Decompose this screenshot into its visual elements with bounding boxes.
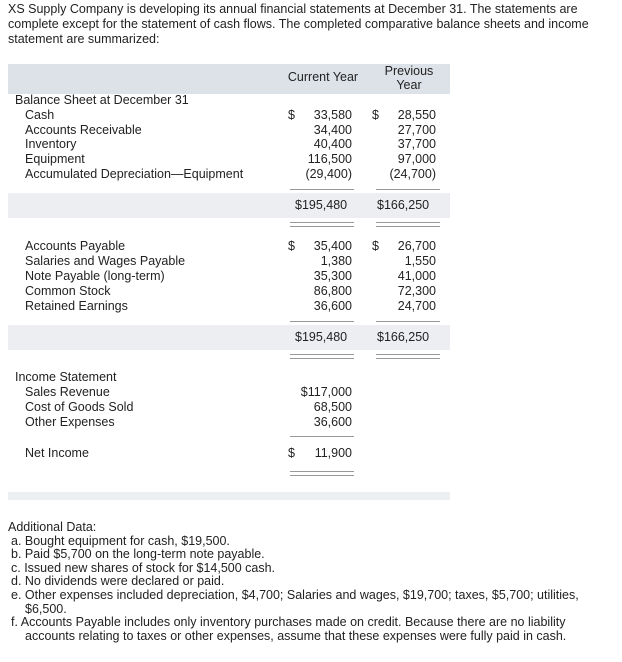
row-label: Accumulated Depreciation—Equipment <box>25 167 244 181</box>
previous-value: 24,700 <box>397 299 436 313</box>
previous-value: 97,000 <box>397 152 436 166</box>
previous-value: 37,700 <box>397 137 436 151</box>
total-liabilities-current: $195,480 <box>295 330 348 344</box>
current-value: $ 35,400 <box>288 239 352 253</box>
income-statement-heading: Income Statement <box>15 370 117 384</box>
row-label: Sales Revenue <box>25 385 110 399</box>
current-value: (29,400) <box>305 167 352 181</box>
double-underline <box>290 354 354 359</box>
row-label: Retained Earnings <box>25 299 128 313</box>
previous-value: 27,700 <box>397 123 436 137</box>
table-row <box>8 254 450 269</box>
table-row <box>8 152 450 167</box>
row-label: Equipment <box>25 152 85 166</box>
additional-data-list <box>8 535 614 644</box>
current-value: $ 33,580 <box>288 108 352 122</box>
total-assets-current: $195,480 <box>295 198 348 212</box>
double-underline <box>376 222 440 227</box>
current-value: 116,500 <box>307 152 352 166</box>
row-label: Common Stock <box>25 284 111 298</box>
list-item: d. No dividends were declared or paid. <box>11 574 225 589</box>
table-row <box>8 137 450 152</box>
row-label: Note Payable (long-term) <box>25 269 165 283</box>
single-underline <box>376 189 440 190</box>
intro-paragraph: XS Supply Company is developing its annual financial statements at December 31. The statements are complete except for the statement of cash flows. The completed comparative balance sheets and income statement are summarized: <box>8 2 589 46</box>
row-label: Cost of Goods Sold <box>25 400 134 414</box>
current-value: 34,400 <box>313 123 352 137</box>
current-value: 40,400 <box>313 137 352 151</box>
additional-data <box>8 521 614 643</box>
total-liabilities-previous: $166,250 <box>377 330 430 344</box>
row-label: Inventory <box>25 137 77 151</box>
current-value: $117,000 <box>300 385 352 399</box>
current-value: 86,800 <box>313 284 352 298</box>
table-row <box>8 167 450 182</box>
column-header-current-year: Current Year <box>287 70 359 84</box>
previous-value: 1,550 <box>404 254 436 268</box>
previous-value: (24,700) <box>389 167 436 181</box>
column-header-previous-year: Previous Year <box>384 64 434 92</box>
single-underline <box>290 436 354 437</box>
list-item: f. Accounts Payable includes only inventory purchases made on credit. Because there are no liability accounts relating to taxes or other expenses, assume that these expenses were fully paid in cash. <box>11 615 567 643</box>
list-item: c. Issued new shares of stock for $14,500 cash. <box>11 560 276 575</box>
table-row <box>8 400 450 415</box>
balance-sheet-heading-row <box>8 93 450 108</box>
current-value: $ 11,900 <box>288 446 352 460</box>
row-label: Salaries and Wages Payable <box>25 254 186 268</box>
row-label: Accounts Payable <box>25 239 126 253</box>
previous-value: 72,300 <box>397 284 436 298</box>
row-label: Cash <box>25 108 55 122</box>
single-underline <box>290 189 354 190</box>
double-underline <box>290 222 354 227</box>
single-underline <box>290 321 354 322</box>
row-label: Other Expenses <box>25 415 115 429</box>
table-row <box>8 415 450 430</box>
list-item: b. Paid $5,700 on the long-term note payable. <box>11 547 265 562</box>
list-item: e. Other expenses included depreciation, $4,700; Salaries and wages, $19,700; taxes, $5,700; utilities, $6,500. <box>11 587 579 616</box>
total-liabilities-row <box>8 330 450 345</box>
previous-value: $ 26,700 <box>372 239 436 253</box>
double-underline <box>376 354 440 359</box>
current-value: 36,600 <box>313 415 352 429</box>
double-underline <box>290 471 354 476</box>
total-assets-row <box>8 198 450 213</box>
financial-statements-table <box>8 64 450 508</box>
list-item: a. Bought equipment for cash, $19,500. <box>11 533 230 548</box>
table-row <box>8 123 450 138</box>
table-row <box>8 239 450 254</box>
row-label: Accounts Receivable <box>25 123 142 137</box>
previous-value: $ 28,550 <box>372 108 436 122</box>
bottom-band <box>8 492 450 500</box>
table-row <box>8 269 450 284</box>
balance-sheet-heading: Balance Sheet at December 31 <box>15 93 189 107</box>
table-row <box>8 284 450 299</box>
table-row <box>8 108 450 123</box>
current-value: 35,300 <box>313 269 352 283</box>
net-income-row <box>8 446 450 461</box>
table-row <box>8 299 450 314</box>
income-statement-heading-row <box>8 370 450 385</box>
row-label: Net Income <box>25 446 89 460</box>
table-row <box>8 385 450 400</box>
additional-data-heading: Additional Data: <box>8 520 97 534</box>
current-value: 36,600 <box>313 299 352 313</box>
total-assets-previous: $166,250 <box>377 198 430 212</box>
current-value: 68,500 <box>313 400 352 414</box>
current-value: 1,380 <box>320 254 352 268</box>
single-underline <box>376 321 440 322</box>
previous-value: 41,000 <box>397 269 436 283</box>
